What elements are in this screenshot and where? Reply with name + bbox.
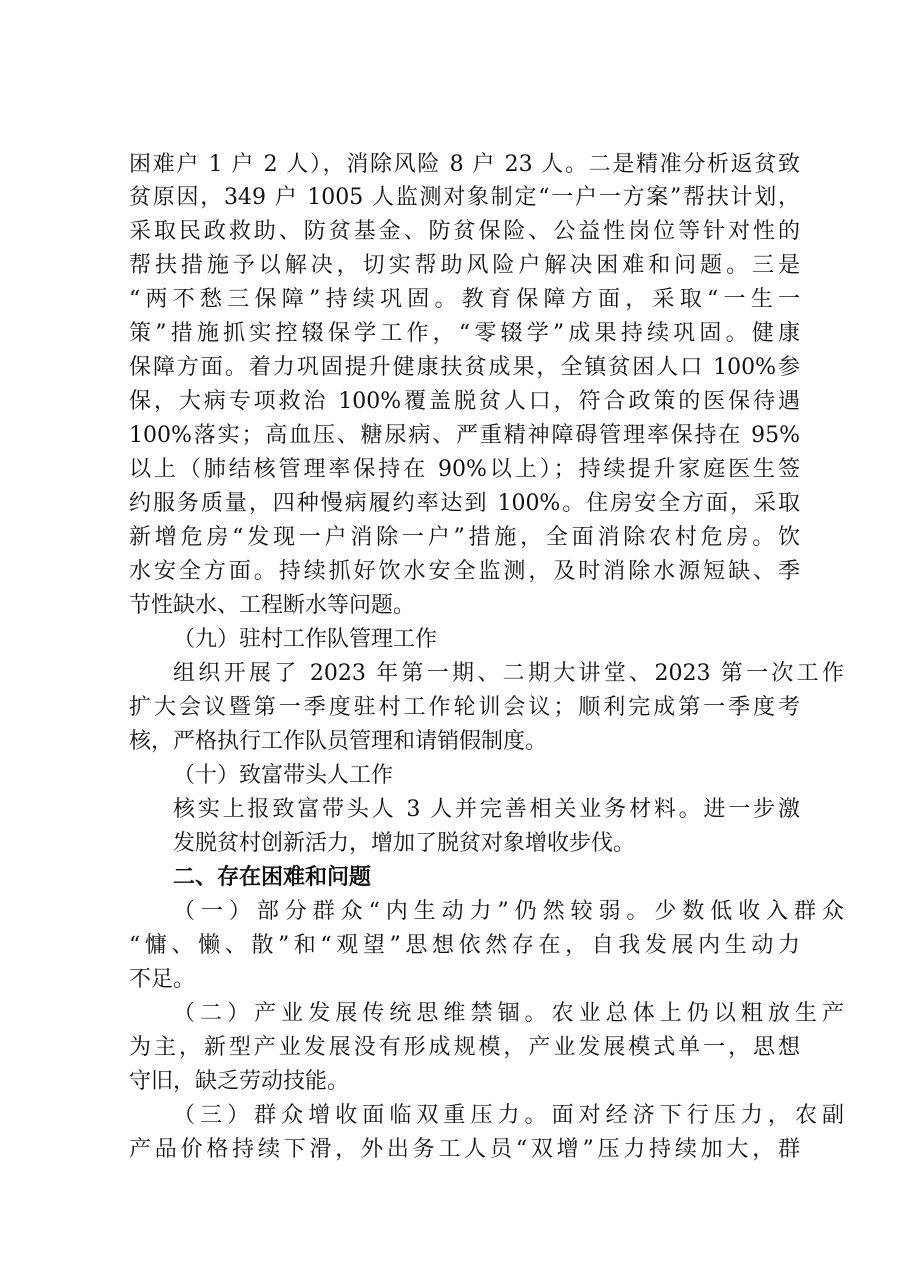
text-line: “两不愁三保障”持续巩固。教育保障方面，采取“一生一 — [129, 287, 800, 312]
text-line: “慵、懒、散”和“观望”思想依然存在，自我发展内生动力 — [129, 933, 800, 958]
text-line: 守旧，缺乏劳动技能。 — [129, 1069, 350, 1094]
text-line: 以上（肺结核管理率保持在 90%以上）；持续提升家庭医生签 — [129, 457, 800, 482]
text-line: 帮扶措施予以解决，切实帮助风险户解决困难和问题。三是 — [129, 253, 800, 278]
section-heading: 二、存在困难和问题 — [173, 865, 372, 890]
text-line: 100%落实；高血压、糖尿病、严重精神障碍管理率保持在 95% — [129, 423, 800, 448]
text-line: 采取民政救助、防贫基金、防贫保险、公益性岗位等针对性的 — [129, 219, 800, 244]
text-line: 组织开展了 2023 年第一期、二期大讲堂、2023 第一次工作 — [173, 661, 844, 686]
text-line: 保障方面。着力巩固提升健康扶贫成果，全镇贫困人口 100%参 — [129, 355, 800, 380]
section-subheading: （九）驻村工作队管理工作 — [173, 627, 438, 652]
text-line: 策”措施抓实控辍保学工作，“零辍学”成果持续巩固。健康 — [129, 321, 800, 346]
text-line: 不足。 — [129, 967, 196, 992]
issue-paragraph-lead: （三）群众增收面临双重压力。面对经济下行压力，农副 — [173, 1103, 844, 1128]
text-line: 困难户 1 户 2 人），消除风险 8 户 23 人。二是精准分析返贫致 — [129, 152, 800, 177]
text-line: 贫原因，349 户 1005 人监测对象制定“一户一方案”帮扶计划， — [129, 185, 800, 210]
issue-paragraph-lead: （一）部分群众“内生动力”仍然较弱。少数低收入群众 — [173, 899, 844, 924]
text-line: 为主，新型产业发展没有形成规模，产业发展模式单一，思想 — [129, 1035, 800, 1060]
text-line: 发脱贫村创新活力，增加了脱贫对象增收步伐。 — [173, 831, 636, 856]
text-line: 核实上报致富带头人 3 人并完善相关业务材料。进一步激 — [173, 797, 800, 822]
text-line: 核，严格执行工作队员管理和请销假制度。 — [129, 729, 548, 754]
text-line: 产品价格持续下滑，外出务工人员“双增”压力持续加大，群 — [129, 1137, 800, 1162]
text-line: 节性缺水、工程断水等问题。 — [129, 593, 416, 618]
section-subheading: （十）致富带头人工作 — [173, 763, 394, 788]
text-line: 水安全方面。持续抓好饮水安全监测，及时消除水源短缺、季 — [129, 559, 800, 584]
text-line: 新增危房“发现一户消除一户”措施，全面消除农村危房。饮 — [129, 525, 800, 550]
text-line: 保，大病专项救治 100%覆盖脱贫人口，符合政策的医保待遇 — [129, 389, 800, 414]
text-line: 约服务质量，四种慢病履约率达到 100%。住房安全方面，采取 — [129, 491, 800, 516]
issue-paragraph-lead: （二）产业发展传统思维禁锢。农业总体上仍以粗放生产 — [173, 1001, 844, 1026]
text-line: 扩大会议暨第一季度驻村工作轮训会议；顺利完成第一季度考 — [129, 695, 800, 720]
